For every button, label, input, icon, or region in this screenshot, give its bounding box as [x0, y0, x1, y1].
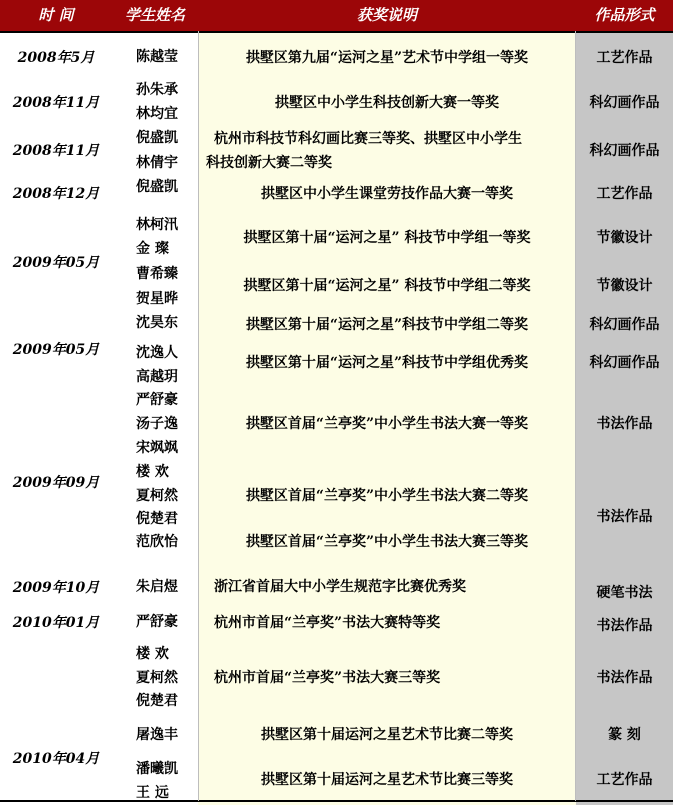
- work-form: 硬笔书法: [596, 585, 653, 601]
- header-date: 时 间: [38, 6, 74, 24]
- award-description: 科技创新大赛二等奖: [206, 155, 332, 171]
- work-form: 科幻画作品: [589, 95, 660, 111]
- student-name: 屠逸丰: [136, 727, 178, 743]
- date-cell: 2008年11月: [12, 143, 100, 159]
- work-form: 工艺作品: [596, 50, 653, 66]
- table-header: [0, 0, 673, 31]
- student-name: 楼 欢: [136, 464, 169, 480]
- student-name: 陈越莹: [136, 49, 178, 65]
- student-name: 林柯汛: [136, 217, 178, 233]
- work-form: 书法作品: [596, 509, 653, 525]
- work-form: 工艺作品: [596, 772, 653, 788]
- header-rule: [0, 31, 673, 33]
- student-name: 倪楚君: [136, 511, 178, 527]
- student-name: 严舒豪: [136, 392, 178, 408]
- award-description: 拱墅区第十届“运河之星” 科技节中学组一等奖: [243, 230, 531, 246]
- award-description: 拱墅区第十届“运河之星”科技节中学组二等奖: [245, 317, 529, 333]
- student-name: 汤子逸: [136, 416, 178, 432]
- award-description: 杭州市首届“兰亭奖”书法大赛特等奖: [214, 615, 441, 631]
- student-name: 曹希臻: [136, 266, 178, 282]
- student-name: 朱启煜: [136, 579, 178, 595]
- award-description: 拱墅区中小学生课堂劳技作品大赛一等奖: [261, 186, 513, 202]
- date-cell: 2009年10月: [12, 580, 100, 596]
- student-name: 王 远: [136, 785, 169, 801]
- student-name: 倪楚君: [136, 693, 178, 709]
- award-description: 拱墅区首届“兰亭奖”中小学生书法大赛三等奖: [245, 534, 529, 550]
- work-form: 书法作品: [596, 416, 653, 432]
- award-description: 拱墅区中小学生科技创新大赛一等奖: [275, 95, 499, 111]
- date-cell: 2009年05月: [12, 342, 100, 358]
- work-form: 科幻画作品: [589, 143, 660, 159]
- student-name: 夏柯然: [136, 488, 178, 504]
- student-name: 倪盛凯: [136, 179, 178, 195]
- student-name: 潘曦凯: [136, 761, 178, 777]
- student-name: 沈逸人: [136, 345, 178, 361]
- date-column: [0, 0, 112, 805]
- student-name: 楼 欢: [136, 646, 169, 662]
- student-name: 林均宜: [136, 106, 178, 122]
- award-description: 杭州市科技节科幻画比赛三等奖、拱墅区中小学生: [214, 131, 522, 147]
- header-description: 获奖说明: [356, 6, 417, 24]
- header-name: 学生姓名: [124, 6, 185, 24]
- award-description: 拱墅区第九届“运河之星”艺术节中学组一等奖: [245, 50, 529, 66]
- work-form: 书法作品: [596, 618, 653, 634]
- award-description: 拱墅区第十届运河之星艺术节比赛二等奖: [261, 727, 513, 743]
- award-description: 拱墅区第十届“运河之星” 科技节中学组二等奖: [243, 278, 531, 294]
- student-name: 林倩宇: [136, 155, 178, 171]
- award-description: 拱墅区首届“兰亭奖”中小学生书法大赛一等奖: [245, 416, 529, 432]
- date-cell: 2008年11月: [12, 95, 100, 111]
- date-cell: 2010年01月: [12, 615, 100, 631]
- student-name: 严舒豪: [136, 614, 178, 630]
- date-cell: 2008年5月: [17, 50, 95, 66]
- work-form: 节徽设计: [596, 278, 653, 294]
- student-name: 孙朱承: [136, 82, 178, 98]
- student-name: 宋飒飒: [136, 440, 178, 456]
- work-form: 节徽设计: [596, 230, 653, 246]
- student-name: 贺星晔: [136, 291, 178, 307]
- date-cell: 2009年09月: [12, 475, 100, 491]
- award-description: 拱墅区第十届“运河之星”科技节中学组优秀奖: [245, 355, 529, 371]
- student-name: 范欣怡: [136, 534, 178, 550]
- date-cell: 2008年12月: [12, 186, 100, 202]
- work-form: 科幻画作品: [589, 355, 660, 371]
- student-name: 夏柯然: [136, 670, 178, 686]
- award-description: 拱墅区第十届运河之星艺术节比赛三等奖: [261, 772, 513, 788]
- student-name: 金 璨: [136, 241, 169, 257]
- student-name: 倪盛凯: [136, 130, 178, 146]
- date-cell: 2010年04月: [12, 751, 100, 767]
- student-name: 高越玥: [136, 369, 178, 385]
- work-form: 工艺作品: [596, 186, 653, 202]
- work-form: 书法作品: [596, 670, 653, 686]
- award-description: 浙江省首届大中小学生规范字比赛优秀奖: [214, 579, 466, 595]
- work-form: 篆 刻: [608, 727, 641, 743]
- date-cell: 2009年05月: [12, 255, 100, 271]
- bottom-rule: [0, 800, 673, 802]
- work-form: 科幻画作品: [589, 317, 660, 333]
- header-form: 作品形式: [594, 6, 655, 24]
- student-name: 沈昊东: [136, 315, 178, 331]
- award-description: 杭州市首届“兰亭奖”书法大赛三等奖: [214, 670, 441, 686]
- award-description: 拱墅区首届“兰亭奖”中小学生书法大赛二等奖: [245, 488, 529, 504]
